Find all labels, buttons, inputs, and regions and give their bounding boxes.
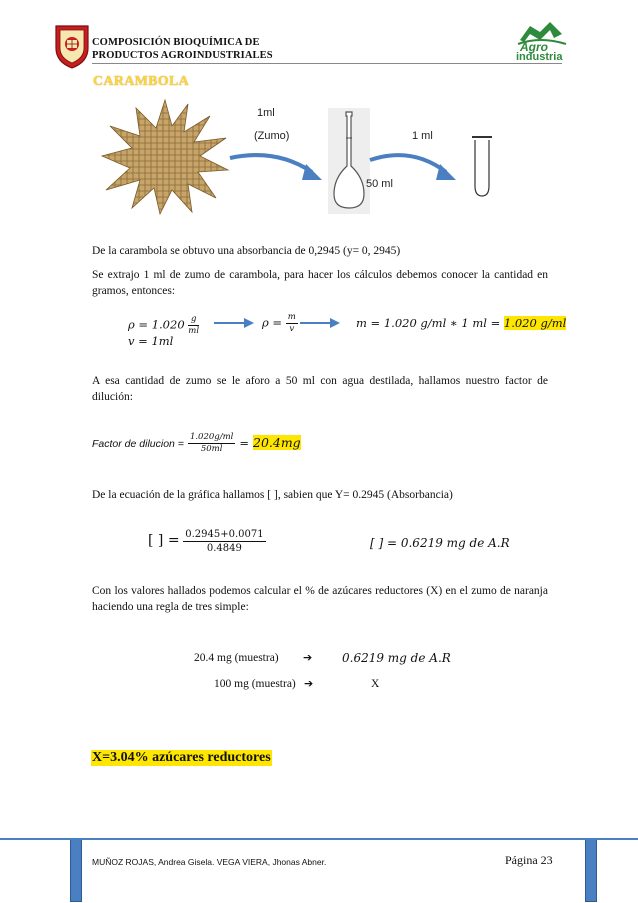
arrow-to-tube xyxy=(366,148,462,188)
eq-volume: v = 1ml xyxy=(128,334,174,348)
eq-rho-mid: ρ = xyxy=(262,315,283,330)
eq-concentration xyxy=(148,528,266,555)
paragraph-dilution: A esa cantidad de zumo se le aforo a 50 ml con agua destilada, hallamos nuestro factor de dilución: xyxy=(92,375,548,403)
arrow-to-flask xyxy=(226,150,326,190)
header-title-line1: COMPOSICIÓN BIOQUÍMICA DE xyxy=(92,37,260,48)
rule-row-2-arrow: ➔ xyxy=(304,677,314,690)
eq-rho-definition xyxy=(262,312,298,335)
eq-rho-mid-num: m xyxy=(287,312,296,322)
footer-line xyxy=(0,838,638,840)
eq-rho-frac-num: g xyxy=(188,314,199,326)
eq-bracket-fraction xyxy=(183,528,265,555)
paragraph-absorbance: De la carambola se obtuvo una absorbancia de 0,2945 (y= 0, 2945) xyxy=(92,245,401,257)
paragraph-extraction: Se extrajo 1 ml de zumo de carambola, para hacer los cálculos debemos conocer la cantidad en gramos, entonces: xyxy=(92,269,548,297)
agroindustria-logo-text2: industria xyxy=(516,51,563,63)
page-number: Página 23 xyxy=(505,853,553,867)
volumetric-flask-image xyxy=(328,108,370,214)
eq-factor-label: Factor de dilucion = xyxy=(92,438,184,451)
label-zumo: (Zumo) xyxy=(254,130,290,142)
final-result: X=3.04% azúcares reductores xyxy=(92,750,271,765)
label-1ml-top: 1ml xyxy=(257,107,275,119)
eq-rho-frac-den: ml xyxy=(188,326,200,336)
university-seal-logo xyxy=(52,22,92,70)
arrow-eq-1 xyxy=(214,316,254,328)
eq-factor-fraction xyxy=(188,432,235,455)
rule-row-1-arrow: ➔ xyxy=(303,651,313,664)
rule-row-2-right: X xyxy=(371,678,380,690)
agroindustria-logo-text1: Agro xyxy=(520,40,548,54)
footer-left-bar xyxy=(70,838,82,902)
eq-mass-expression: m = 1.020 g/ml ∗ 1 ml = xyxy=(356,316,501,330)
header-title xyxy=(92,36,273,62)
label-1ml-right: 1 ml xyxy=(412,130,433,142)
eq-rho-fraction xyxy=(188,314,199,337)
eq-rho-left: ρ = 1.020 xyxy=(128,317,185,332)
eq-bracket-result: [ ] = 0.6219 mg de A.R xyxy=(370,536,510,550)
test-tube-image xyxy=(470,134,494,198)
rule-row-2-left: 100 mg (muestra) xyxy=(214,678,296,690)
eq-bracket-den: 0.4849 xyxy=(206,543,242,554)
eq-factor-result: 20.4mg xyxy=(253,435,301,451)
eq-dilution-factor xyxy=(92,432,301,455)
header-underline xyxy=(92,63,562,64)
eq-mass xyxy=(356,316,566,330)
eq-factor-num: 1.020g/ml xyxy=(189,432,234,442)
arrow-eq-2 xyxy=(300,316,340,328)
header-title-line2: PRODUCTOS AGROINDUSTRIALES xyxy=(92,50,273,61)
rule-row-1-right: 0.6219 mg de A.R xyxy=(342,651,451,665)
rule-row-1-left: 20.4 mg (muestra) xyxy=(194,652,279,664)
footer-right-bar xyxy=(585,838,597,902)
section-title: CARAMBOLA xyxy=(93,74,190,89)
paragraph-rule-of-three: Con los valores hallados podemos calcular el % de azúcares reductores (X) en el zumo de naranja haciendo una regla de tres simple: xyxy=(92,585,548,613)
eq-rho-mid-den: v xyxy=(289,324,295,334)
eq-factor-equals: = xyxy=(239,436,249,451)
eq-bracket-num: 0.2945+0.0071 xyxy=(185,529,264,540)
paragraph-equation: De la ecuación de la gráfica hallamos [ ], sabien que Y= 0.2945 (Absorbancia) xyxy=(92,489,453,501)
eq-rho-mid-fraction xyxy=(286,312,298,335)
eq-bracket-left: [ ] = xyxy=(148,532,180,549)
carambola-image xyxy=(100,98,230,216)
eq-mass-result: 1.020 g/ml xyxy=(503,316,567,330)
agroindustria-logo xyxy=(510,18,570,66)
eq-factor-den: 50ml xyxy=(200,444,223,454)
label-50ml: 50 ml xyxy=(366,178,393,190)
footer-authors: MUÑOZ ROJAS, Andrea Gisela. VEGA VIERA, Jhonas Abner. xyxy=(92,857,327,867)
